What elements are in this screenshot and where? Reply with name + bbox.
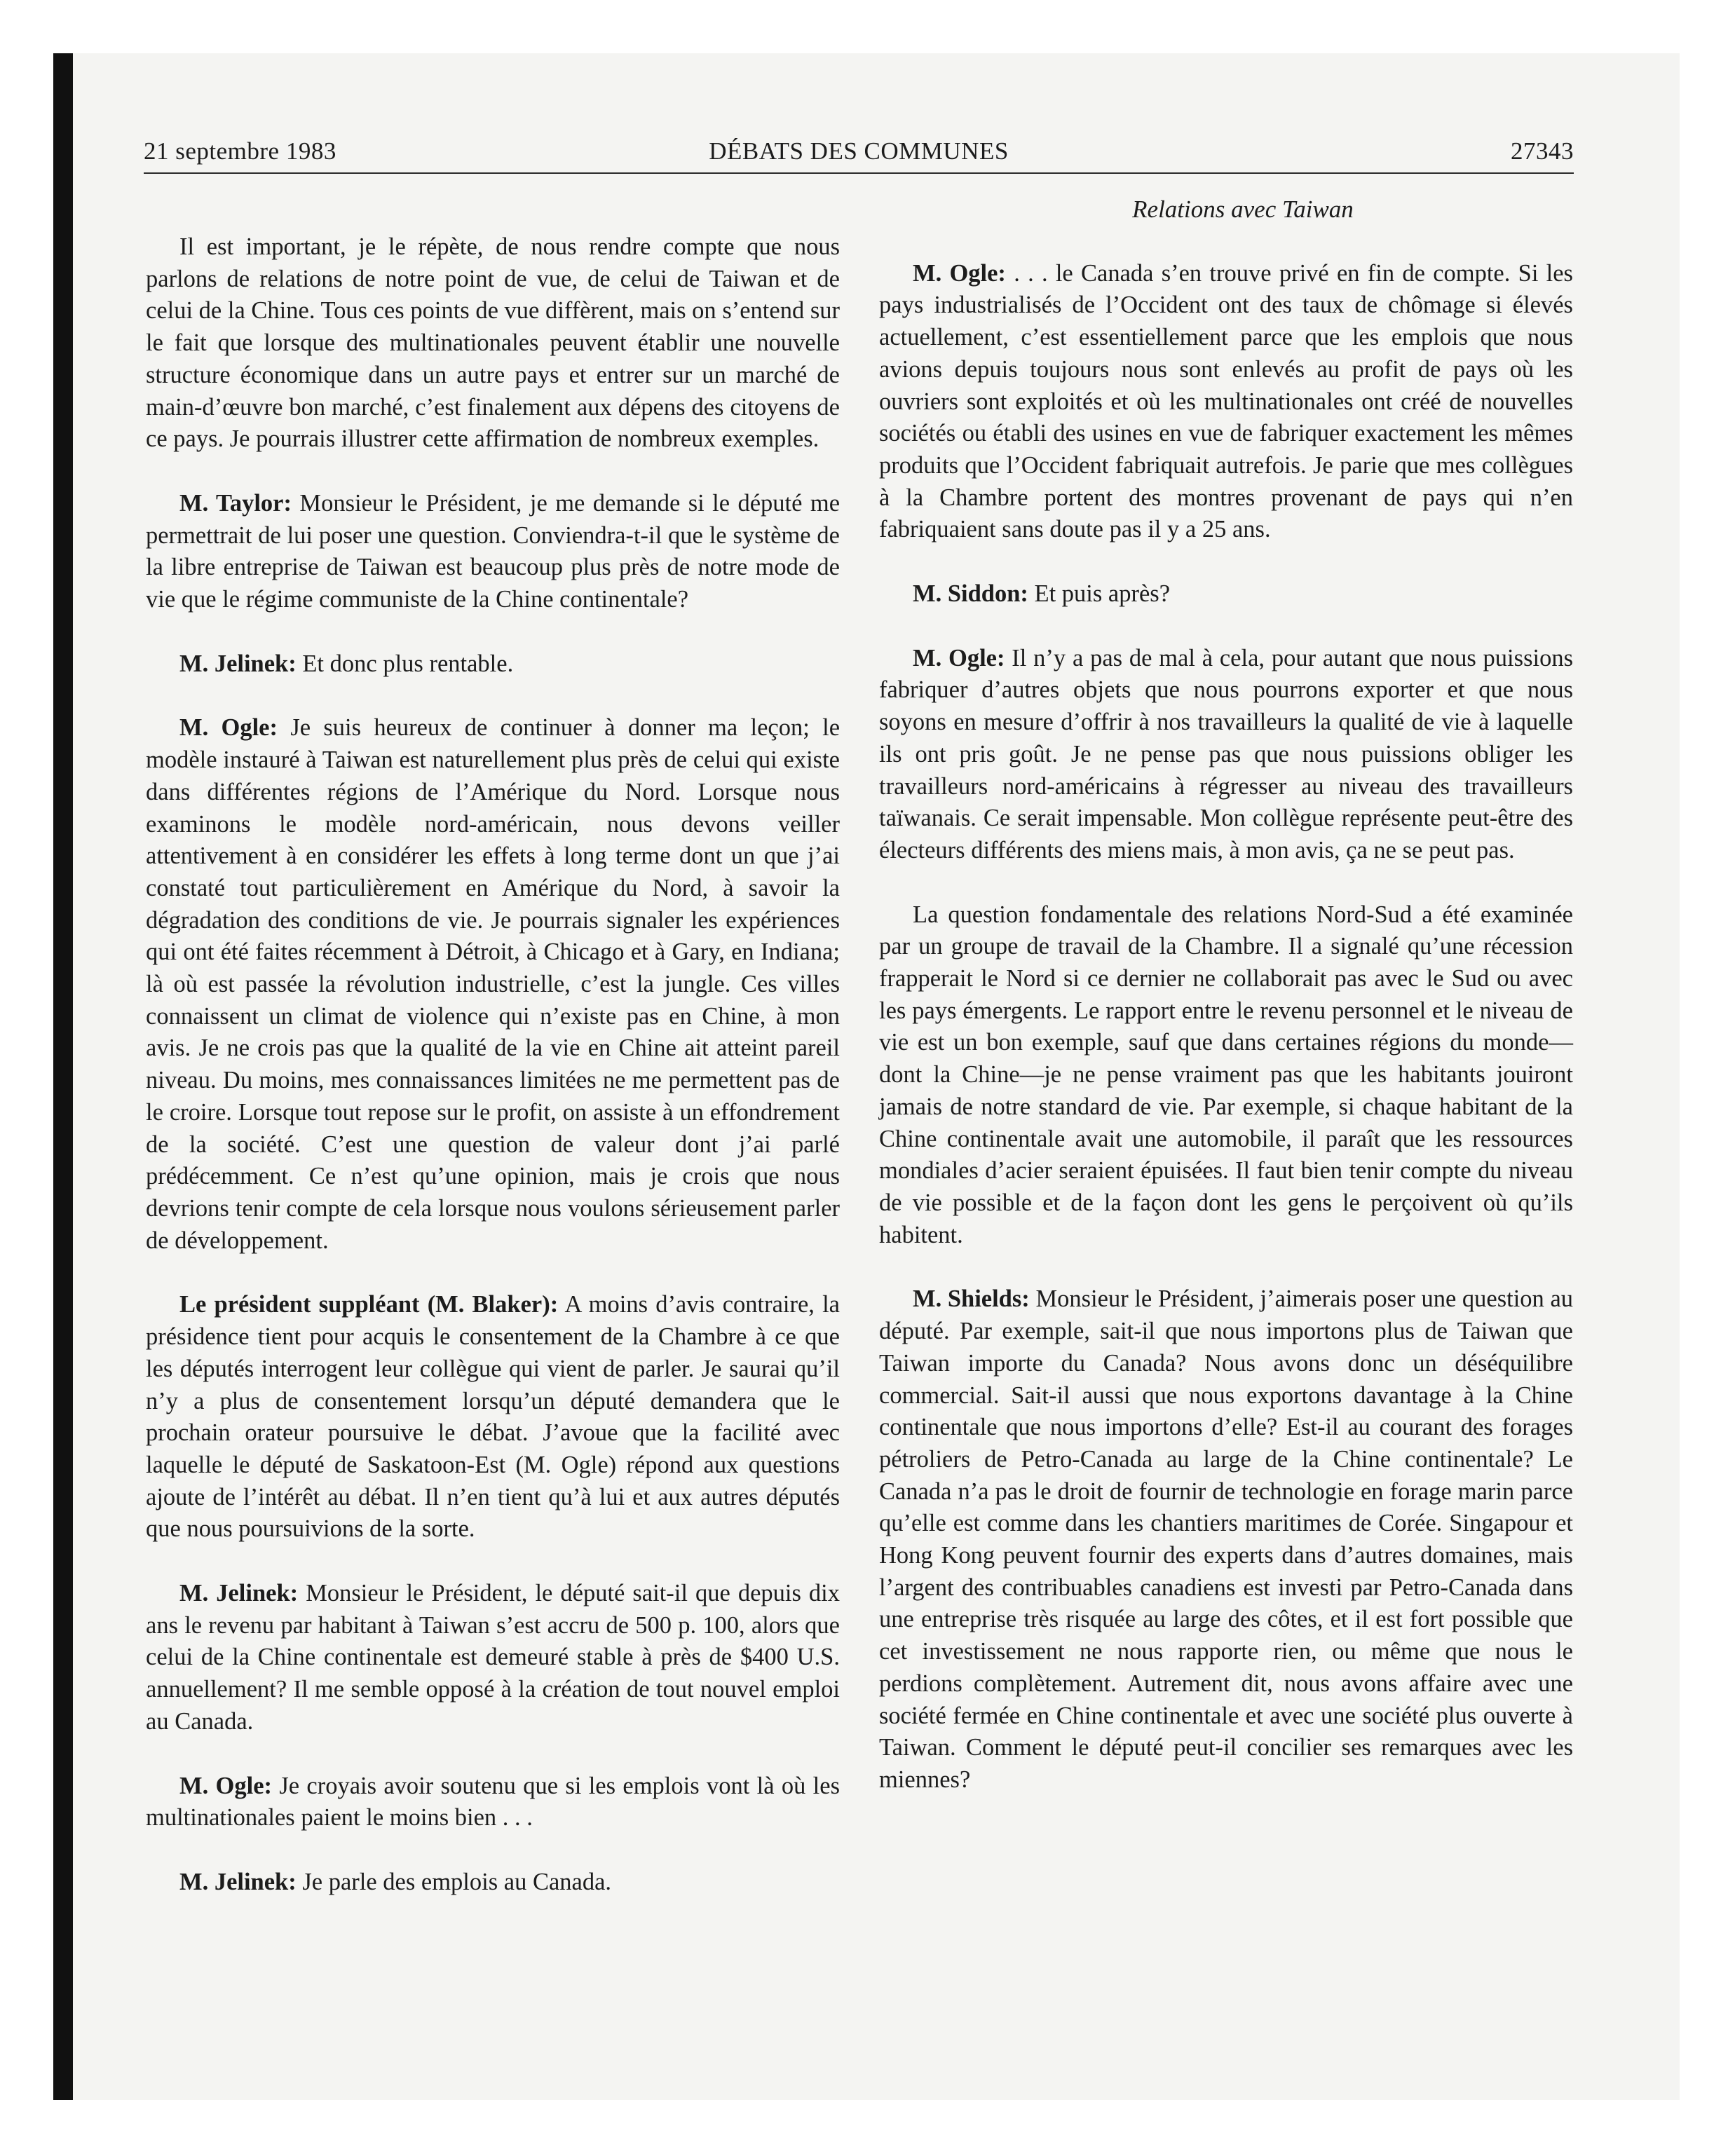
paragraph-text: Je croyais avoir soutenu que si les emplois vont là où les multinationales paient le moins bien . . . (146, 1772, 841, 1831)
speaker-name: Le président suppléant (M. Blaker): (179, 1291, 559, 1318)
paragraph (146, 648, 840, 681)
header-rule (144, 172, 1574, 174)
paragraph-text: Je parle des emplois au Canada. (302, 1868, 612, 1895)
section-heading: Relations avec Taiwan (1132, 196, 1354, 223)
paragraph (879, 258, 1573, 546)
paragraph (146, 1770, 840, 1834)
paragraph (879, 1283, 1573, 1796)
speaker-name: M. Taylor: (179, 489, 292, 517)
paragraph (879, 643, 1573, 867)
paragraph-text: A moins d’avis contraire, la présidence tient pour acquis le consentement de la Chambre à ce que les députés interrogent leur collègue qui vient de parler. Je saurai qu’il n’y a plus de consentement lorsqu’un député demandera que le prochain orateur poursuive le débat. J’avoue que la facilité avec laquelle le député de Saskatoon-Est (M. Ogle) répond aux questions ajoute de l’intérêt au débat. Il n’en tient qu’à lui et aux autres députés que nous poursuivions de la sorte. (146, 1291, 840, 1543)
speaker-name: M. Jelinek: (179, 650, 297, 677)
paragraph (146, 1289, 840, 1546)
speaker-name: M. Jelinek: (179, 1580, 299, 1607)
left-column (146, 231, 840, 1931)
paragraph-text: Il est important, je le répète, de nous rendre compte que nous parlons de relations de notre point de vue, de celui de Taiwan et de celui de la Chine. Tous ces points de vue diffèrent, mais on s’entend sur le fait que lorsque des multinationales peuvent établir une nouvelle structure économique dans un autre pays et entrer sur un marché de main-d’œuvre bon marché, c’est finalement aux dépens des citoyens de ce pays. Je pourrais illustrer cette affirmation de nombreux exemples. (146, 233, 840, 453)
header-title: DÉBATS DES COMMUNES (709, 137, 1009, 165)
speaker-name: M. Siddon: (913, 580, 1028, 608)
paragraph (146, 1578, 840, 1738)
paragraph (879, 899, 1573, 1252)
speaker-name: M. Ogle: (179, 714, 278, 742)
paragraph-text: Il n’y a pas de mal à cela, pour autant que nous puissions fabriquer d’autres objets que nous pourrons exporter et que nous soyons en mesure d’offrir à nos travailleurs la qualité de vie à laquelle ils ont pris goût. Je ne pense pas que nous puissions obliger les travailleurs nord-américains à régresser au niveau des travailleurs taïwanais. Ce serait impensable. Mon collègue représente peut-être des électeurs différents des miens mais, à mon avis, ça ne se peut pas. (879, 644, 1574, 864)
speaker-name: M. Ogle: (913, 644, 1005, 671)
speaker-name: M. Jelinek: (179, 1868, 297, 1895)
paragraph-text: Et puis après? (1034, 580, 1171, 608)
paragraph-text: Je suis heureux de continuer à donner ma leçon; le modèle instauré à Taiwan est naturellement plus près de celui qui existe dans différentes régions de l’Amérique du Nord. Lorsque nous examinons le modèle nord-américain, nous devons veiller attentivement à en considérer les effets à long terme dont un que j’ai constaté tout particulièrement en Amérique du Nord, à savoir la dégradation des conditions de vie. Je pourrais signaler les expériences qui ont été faites récemment à Détroit, à Chicago et à Gary, en Indiana; là où est passée la révolution industrielle, c’est la jungle. Ces villes connaissent un climat de violence qui n’existe pas en Chine, à mon avis. Je ne crois pas que la qualité de la vie en Chine ait atteint pareil niveau. Du moins, mes connaissances limitées ne me permettent pas de le croire. Lorsque tout repose sur le profit, on assiste à un effondrement de la société. C’est une question de valeur dont j’ai parlé prédécemment. Ce n’est qu’une opinion, mais je crois que nous devrions tenir compte de cela lorsque nous voulons sérieusement parler de développement. (146, 714, 841, 1254)
right-column (879, 193, 1573, 1829)
scan-binding-edge (53, 53, 73, 2100)
paragraph (146, 712, 840, 1257)
paragraph (146, 231, 840, 456)
speaker-name: M. Ogle: (179, 1772, 272, 1799)
paragraph-text: Monsieur le Président, j’aimerais poser une question au député. Par exemple, sait-il que nous importons plus de Taiwan que Taiwan importe du Canada? Nous avons donc un déséquilibre commercial. Sait-il aussi que nous exportons davantage à la Chine continentale que nous importons d’elle? Est-il au courant des forages pétroliers de Petro-Canada au large de la Chine continentale? Le Canada n’a pas le droit de fournir de technologie en forage marin parce qu’elle est comme dans les chantiers maritimes de Corée. Singapour et Hong Kong peuvent fournir des experts dans d’autres domaines, mais l’argent des contribuables canadiens est investi par Petro-Canada dans une entreprise très risquée au large des côtes, et il est fort possible que cet investissement ne nous rapporte rien, ou même que nous le perdions complètement. Autrement dit, nous avons affaire avec une société fermée en Chine continentale et avec une société plus ouverte à Taiwan. Comment le député peut-il concilier ses remarques avec les miennes? (879, 1285, 1574, 1793)
paragraph-text: Monsieur le Président, je me demande si le député me permettrait de lui poser une question. Conviendra-t-il que le système de la libre entreprise de Taiwan est beaucoup plus près de notre mode de vie que le régime communiste de la Chine continentale? (146, 489, 841, 613)
running-header (144, 137, 1574, 174)
paragraph (879, 578, 1573, 610)
paragraph-text: . . . le Canada s’en trouve privé en fin de compte. Si les pays industrialisés de l’Occident ont des taux de chômage si élevés actuellement, c’est essentiellement parce que les emplois que nous avions depuis toujours nous sont enlevés au profit de pays où les ouvriers sont exploités et où les multinationales ont créé de nouvelles sociétés ou établi des usines en vue de fabriquer exactement les mêmes produits que l’Occident fabriquait autrefois. Je parie que mes collègues à la Chambre portent des montres provenant de pays qui n’en fabriquaient sans doute pas il y a 25 ans. (879, 259, 1573, 543)
paragraph (146, 1867, 840, 1899)
speaker-name: M. Ogle: (913, 259, 1006, 287)
paragraph-text: Et donc plus rentable. (302, 650, 514, 677)
header-date: 21 septembre 1983 (144, 137, 336, 165)
paragraph-text: La question fondamentale des relations Nord-Sud a été examinée par un groupe de travail de la Chambre. Il a signalé qu’une récession frapperait le Nord si ce dernier ne collaborait pas avec le Sud ou avec les pays émergents. Le rapport entre le revenu personnel et le niveau de vie est un bon exemple, sauf que dans certaines régions du monde—dont la Chine—je ne pense vraiment pas que les habitants jouiront jamais de notre standard de vie. Par exemple, si chaque habitant de la Chine continentale avait une automobile, il paraît que les ressources mondiales d’acier seraient épuisées. Il faut bien tenir compte du niveau de vie possible et de la façon dont les gens le perçoivent où qu’ils habitent. (879, 901, 1573, 1248)
page-number: 27343 (1511, 137, 1574, 165)
paragraph-text: Monsieur le Président, le député sait-il que depuis dix ans le revenu par habitant à Taiwan s’est accru de 500 p. 100, alors que celui de la Chine continentale est demeuré stable à près de $400 U.S. annuellement? Il me semble opposé à la création de tout nouvel emploi au Canada. (146, 1580, 841, 1735)
speaker-name: M. Shields: (913, 1285, 1030, 1313)
paragraph (146, 488, 840, 616)
